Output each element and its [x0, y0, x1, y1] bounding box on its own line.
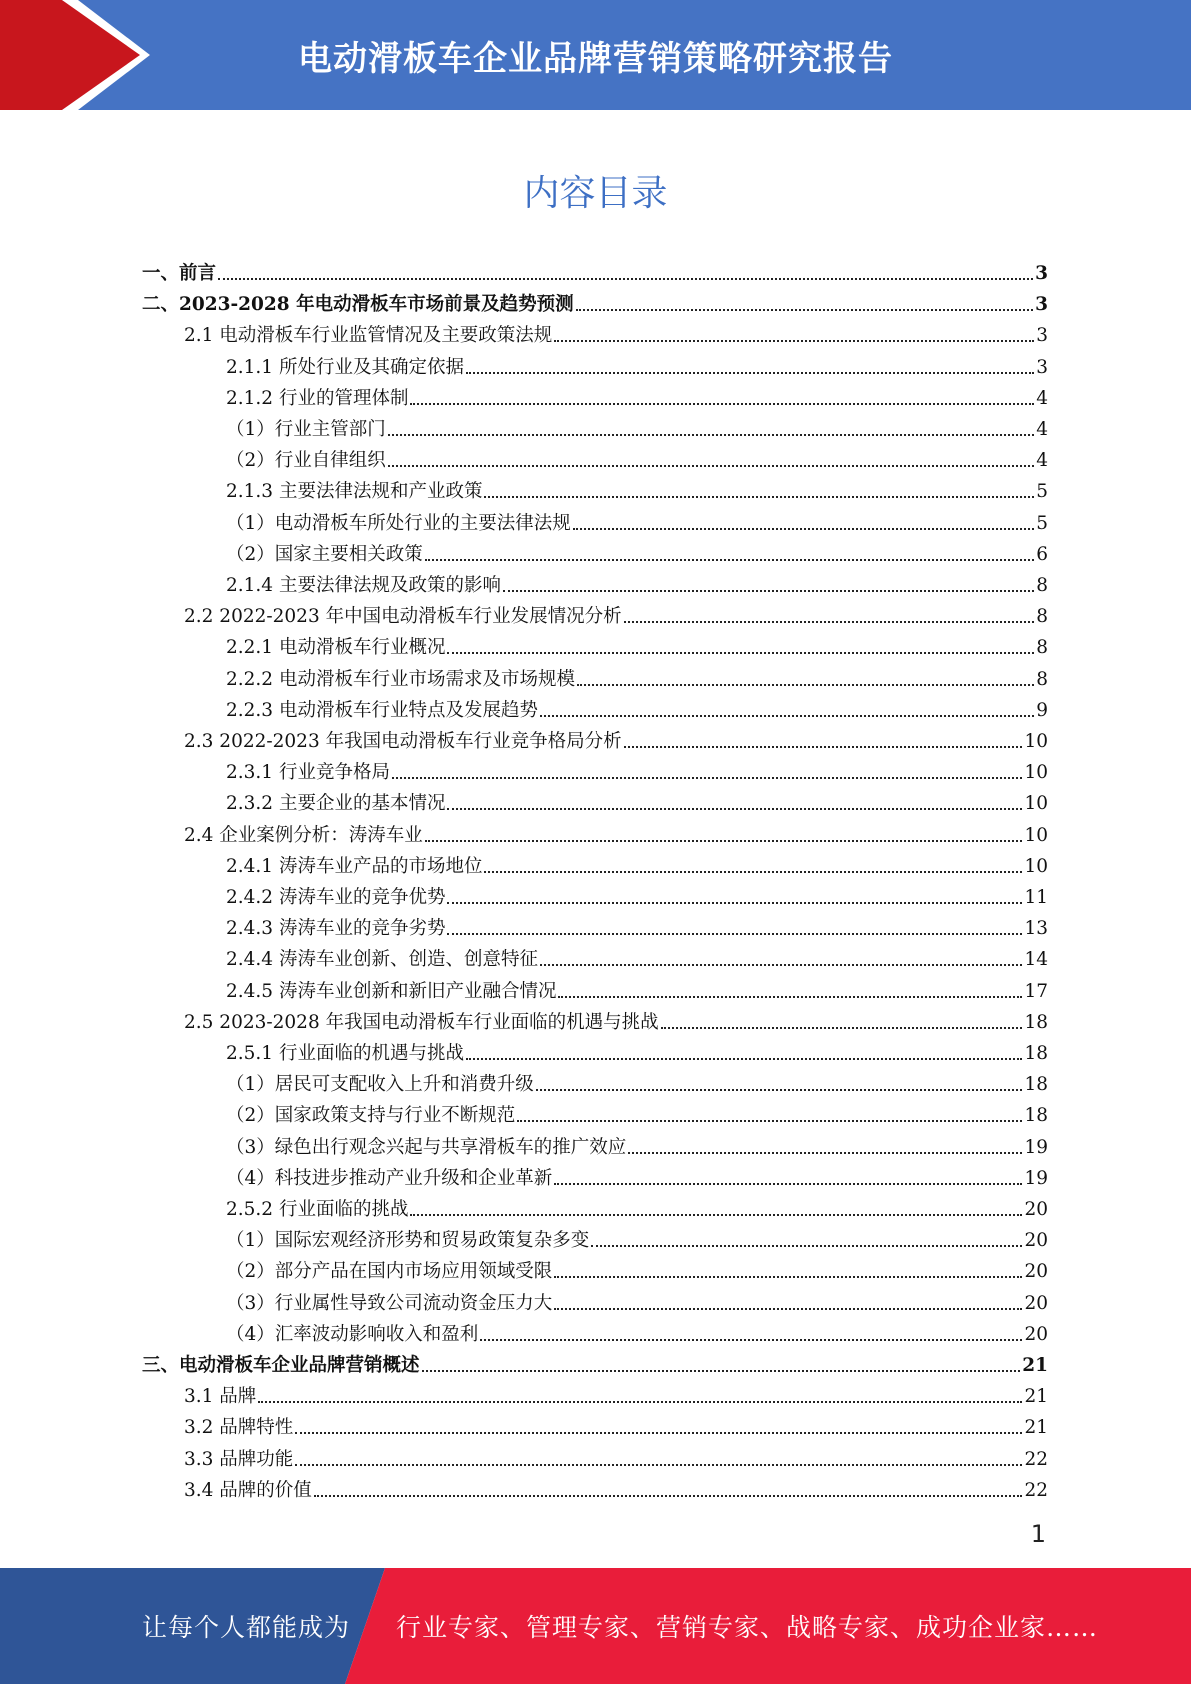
toc-entry-page: 3: [1035, 263, 1048, 284]
toc-entry-page: 8: [1036, 606, 1048, 628]
toc-entry-page: 5: [1036, 481, 1048, 503]
toc-entry-page: 18: [1024, 1074, 1048, 1096]
toc-entry-page: 21: [1022, 1355, 1048, 1376]
toc-leader-dots: [484, 871, 1022, 873]
toc-leader-dots: [554, 340, 1034, 342]
toc-entry-label: 2.1.3 主要法律法规和产业政策: [226, 481, 483, 503]
toc-entry[interactable]: [184, 816, 1048, 847]
toc-entry-page: 11: [1024, 887, 1048, 908]
toc-entry-label: 3.1 品牌: [184, 1386, 257, 1408]
toc-entry-label: 3.4 品牌的价值: [184, 1479, 312, 1501]
toc-leader-dots: [422, 1370, 1021, 1372]
toc-entry-page: 21: [1024, 1417, 1048, 1439]
toc-entry-page: 8: [1036, 575, 1048, 596]
toc-entry-page: 10: [1024, 855, 1048, 877]
toc-leader-dots: [314, 1495, 1023, 1497]
toc-entry[interactable]: [226, 972, 1048, 1003]
toc-entry-page: 5: [1036, 512, 1048, 534]
toc-entry-label: 3.2 品牌特性: [184, 1417, 294, 1439]
toc-entry[interactable]: [226, 410, 1048, 441]
toc-entry-page: 20: [1024, 1199, 1048, 1220]
toc-leader-dots: [554, 1308, 1022, 1310]
toc-entry-page: 13: [1024, 918, 1048, 940]
toc-entry-label: 2.5.2 行业面临的挑战: [226, 1199, 409, 1220]
toc-entry-label: （1）居民可支配收入上升和消费升级: [226, 1074, 534, 1096]
toc-entry[interactable]: [184, 1408, 1048, 1439]
toc-entry-label: （1）行业主管部门: [226, 419, 386, 440]
toc-entry-label: 2.3 2022-2023 年我国电动滑板车行业竞争格局分析: [184, 731, 622, 752]
toc-entry[interactable]: [226, 1315, 1048, 1346]
toc-entry[interactable]: [226, 472, 1048, 503]
toc-entry[interactable]: [184, 1003, 1048, 1034]
toc-leader-dots: [591, 1245, 1022, 1247]
toc-entry-page: 18: [1024, 1105, 1048, 1127]
toc-entry[interactable]: [142, 285, 1048, 316]
toc-entry[interactable]: [226, 909, 1048, 940]
toc-entry-page: 20: [1024, 1323, 1048, 1345]
toc-leader-dots: [576, 309, 1034, 311]
toc-leader-dots: [624, 746, 1023, 748]
toc-entry[interactable]: [226, 441, 1048, 472]
toc-leader-dots: [503, 590, 1034, 592]
toc-entry-page: 3: [1036, 356, 1048, 378]
toc-entry-label: 2.5 2023-2028 年我国电动滑板车行业面临的机遇与挑战: [184, 1011, 659, 1033]
toc-entry[interactable]: [226, 660, 1048, 691]
toc-entry-label: 2.4.1 涛涛车业产品的市场地位: [226, 855, 483, 877]
toc-entry-page: 6: [1036, 543, 1048, 565]
toc-entry[interactable]: [184, 1440, 1048, 1471]
toc-entry[interactable]: [226, 348, 1048, 379]
toc-entry[interactable]: [226, 1034, 1048, 1065]
toc-entry-page: 17: [1024, 980, 1048, 1002]
toc-entry-page: 8: [1036, 637, 1048, 659]
toc-entry-page: 22: [1024, 1448, 1048, 1470]
toc-entry-page: 19: [1024, 1136, 1048, 1158]
toc-leader-dots: [540, 964, 1022, 966]
toc-entry-page: 18: [1024, 1011, 1048, 1033]
toc-entry[interactable]: [226, 940, 1048, 971]
toc-entry[interactable]: [184, 1377, 1048, 1408]
footer: [0, 1568, 1191, 1684]
toc-entry-label: 2.2.3 电动滑板车行业特点及发展趋势: [226, 699, 538, 721]
toc-entry-page: 21: [1024, 1386, 1048, 1408]
page-number: 1: [1030, 1520, 1046, 1548]
toc-entry[interactable]: [226, 1190, 1048, 1221]
toc-leader-dots: [447, 808, 1022, 810]
toc-entry-label: （4）科技进步推动产业升级和企业革新: [226, 1167, 553, 1189]
toc-entry-label: （3）行业属性导致公司流动资金压力大: [226, 1292, 553, 1314]
toc-leader-dots: [447, 652, 1034, 654]
toc-entry-label: 2.5.1 行业面临的机遇与挑战: [226, 1043, 464, 1064]
toc-leader-dots: [218, 278, 1033, 280]
toc-leader-dots: [392, 777, 1022, 779]
toc-entry-page: 14: [1024, 949, 1048, 971]
toc-entry-label: 二、2023-2028 年电动滑板车市场前景及趋势预测: [142, 294, 574, 316]
toc-leader-dots: [295, 1432, 1022, 1434]
toc-entry[interactable]: [226, 1096, 1048, 1127]
toc-entry[interactable]: [226, 504, 1048, 535]
toc-entry-page: 20: [1024, 1292, 1048, 1314]
toc-entry-page: 19: [1024, 1167, 1048, 1189]
toc-entry-label: 2.1.4 主要法律法规及政策的影响: [226, 575, 501, 596]
toc-entry-label: 2.4.2 涛涛车业的竞争优势: [226, 887, 446, 908]
toc-entry-page: 10: [1024, 731, 1048, 752]
toc-leader-dots: [517, 1120, 1022, 1122]
toc-entry-label: （2）行业自律组织: [226, 450, 386, 472]
toc-leader-dots: [466, 372, 1034, 374]
toc-leader-dots: [536, 1089, 1023, 1091]
toc-entry[interactable]: [226, 878, 1048, 909]
toc-leader-dots: [295, 1464, 1022, 1466]
toc-entry[interactable]: [142, 254, 1048, 285]
toc-leader-dots: [410, 1214, 1022, 1216]
toc-entry[interactable]: [184, 1471, 1048, 1502]
toc-entry[interactable]: [226, 784, 1048, 815]
footer-slogan-right: 行业专家、管理专家、营销专家、战略专家、成功企业家……: [396, 1613, 1099, 1642]
toc-leader-dots: [425, 559, 1034, 561]
toc-leader-dots: [480, 1339, 1022, 1341]
toc-entry-label: （1）国际宏观经济形势和贸易政策复杂多变: [226, 1230, 590, 1252]
toc-entry[interactable]: [184, 722, 1048, 753]
toc-entry-page: 10: [1024, 793, 1048, 815]
header-band: [0, 0, 1191, 110]
toc-entry-page: 10: [1024, 762, 1048, 784]
toc-entry-page: 20: [1024, 1230, 1048, 1252]
toc-leader-dots: [484, 496, 1034, 498]
toc-entry-label: （1）电动滑板车所处行业的主要法律法规: [226, 512, 571, 534]
toc-entry-page: 4: [1036, 419, 1048, 440]
toc-entry-label: 2.4.4 涛涛车业创新、创造、创意特征: [226, 949, 538, 971]
toc-entry-label: （4）汇率波动影响收入和盈利: [226, 1323, 479, 1345]
toc-leader-dots: [628, 1152, 1022, 1154]
toc-entry-label: 2.3.1 行业竞争格局: [226, 762, 390, 784]
toc-leader-dots: [577, 684, 1034, 686]
toc-entry-label: 2.1.1 所处行业及其确定依据: [226, 356, 464, 378]
toc-leader-dots: [447, 902, 1022, 904]
toc-leader-dots: [558, 996, 1022, 998]
toc-entry[interactable]: [226, 1221, 1048, 1252]
toc-entry-label: （3）绿色出行观念兴起与共享滑板车的推广效应: [226, 1136, 627, 1158]
toc-leader-dots: [388, 434, 1034, 436]
toc-entry-label: 3.3 品牌功能: [184, 1448, 294, 1470]
report-title: 电动滑板车企业品牌营销策略研究报告: [298, 38, 893, 79]
toc-entry-label: 2.1 电动滑板车行业监管情况及主要政策法规: [184, 325, 553, 347]
toc-entry-label: 2.4 企业案例分析：涛涛车业: [184, 824, 423, 846]
toc-entry-label: 2.4.5 涛涛车业创新和新旧产业融合情况: [226, 980, 557, 1002]
toc-entry-label: 2.2 2022-2023 年中国电动滑板车行业发展情况分析: [184, 606, 622, 628]
toc-entry[interactable]: [142, 1346, 1048, 1377]
toc-entry-page: 3: [1036, 325, 1048, 347]
toc-entry-page: 8: [1036, 668, 1048, 690]
toc-leader-dots: [388, 465, 1034, 467]
toc-entry-label: （2）国家主要相关政策: [226, 543, 423, 565]
toc-entry-label: （2）国家政策支持与行业不断规范: [226, 1105, 516, 1127]
toc-entry[interactable]: [226, 753, 1048, 784]
toc-entry[interactable]: [226, 1159, 1048, 1190]
toc-entry[interactable]: [226, 1128, 1048, 1159]
toc-entry[interactable]: [226, 566, 1048, 597]
toc-leader-dots: [573, 528, 1034, 530]
toc-entry-label: 一、前言: [142, 263, 217, 284]
toc-entry-label: 2.3.2 主要企业的基本情况: [226, 793, 446, 815]
toc-entry[interactable]: [184, 316, 1048, 347]
toc-entry-page: 4: [1036, 387, 1048, 409]
toc-entry[interactable]: [226, 847, 1048, 878]
footer-slogan-left: 让每个人都能成为: [142, 1613, 351, 1642]
toc-entry[interactable]: [226, 1065, 1048, 1096]
toc-entry-label: 2.2.1 电动滑板车行业概况: [226, 637, 446, 659]
toc-leader-dots: [258, 1401, 1022, 1403]
toc-entry-page: 20: [1024, 1261, 1048, 1283]
toc-entry-label: 2.4.3 涛涛车业的竞争劣势: [226, 918, 446, 940]
toc-leader-dots: [466, 1058, 1022, 1060]
toc-entry-label: 2.2.2 电动滑板车行业市场需求及市场规模: [226, 668, 575, 690]
toc-title: 内容目录: [523, 173, 668, 214]
toc-leader-dots: [624, 621, 1035, 623]
toc-leader-dots: [554, 1276, 1022, 1278]
toc-leader-dots: [540, 715, 1034, 717]
toc-entry-label: 三、电动滑板车企业品牌营销概述: [142, 1355, 420, 1376]
toc-entry[interactable]: [226, 1252, 1048, 1283]
toc-entry-page: 22: [1024, 1479, 1048, 1501]
toc-leader-dots: [661, 1027, 1023, 1029]
toc-leader-dots: [447, 933, 1022, 935]
toc-entry-page: 9: [1036, 699, 1048, 721]
toc-entry-label: 2.1.2 行业的管理体制: [226, 387, 409, 409]
toc-entry-page: 18: [1024, 1043, 1048, 1064]
toc-leader-dots: [554, 1183, 1022, 1185]
toc-entry-page: 10: [1024, 824, 1048, 846]
toc-entry-page: 4: [1036, 450, 1048, 472]
toc-entry[interactable]: [226, 628, 1048, 659]
toc-entry[interactable]: [226, 535, 1048, 566]
toc-entry-label: （2）部分产品在国内市场应用领域受限: [226, 1261, 553, 1283]
toc-entry[interactable]: [226, 691, 1048, 722]
toc-entry[interactable]: [226, 1284, 1048, 1315]
toc-entry[interactable]: [184, 597, 1048, 628]
toc-entry-page: 3: [1035, 294, 1048, 316]
toc-entry[interactable]: [226, 379, 1048, 410]
toc-leader-dots: [425, 840, 1023, 842]
toc-leader-dots: [410, 403, 1034, 405]
